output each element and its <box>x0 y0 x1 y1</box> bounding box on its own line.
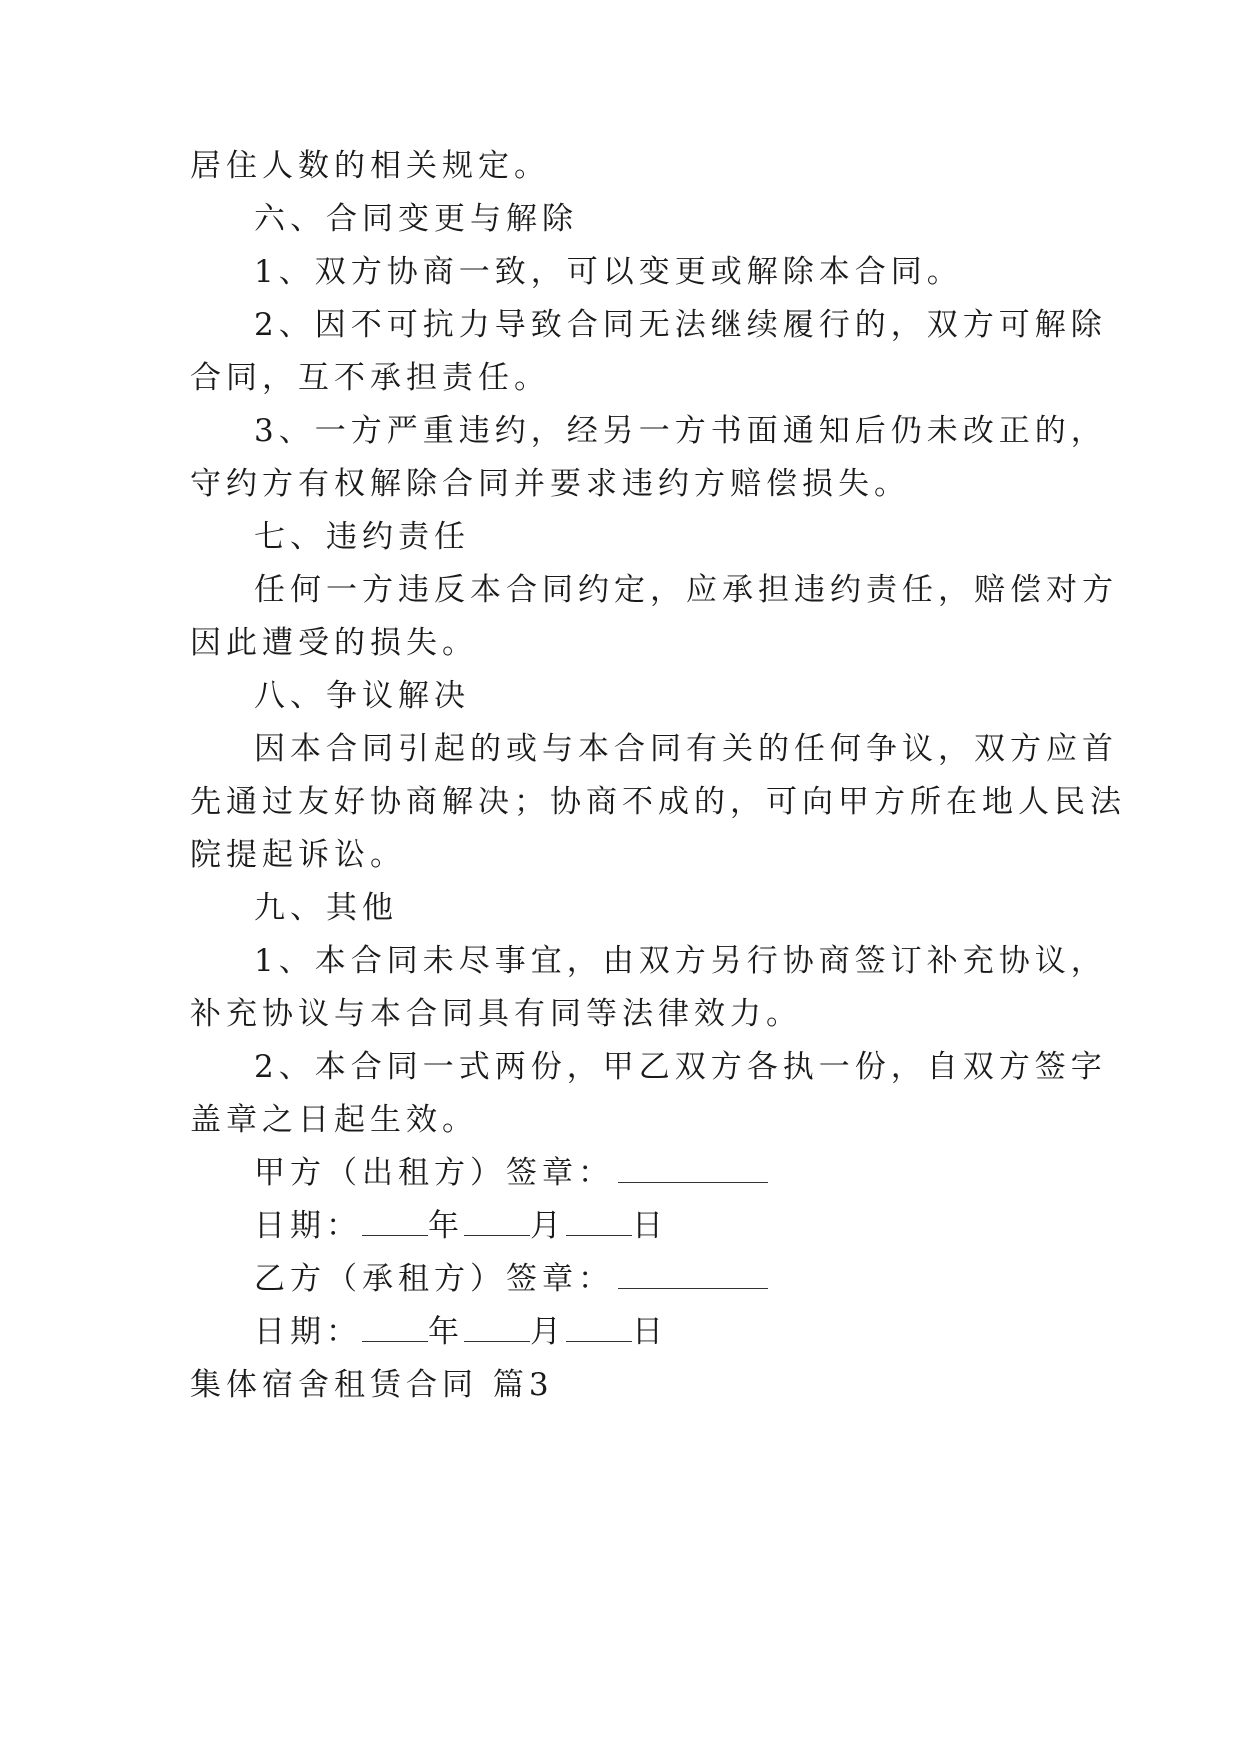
signature-blank[interactable] <box>618 1156 768 1183</box>
day-label: 日 <box>632 1314 668 1350</box>
paragraph-line: 守约方有权解除合同并要求违约方赔偿损失。 <box>190 466 910 502</box>
paragraph-line: 先通过友好协商解决；协商不成的，可向甲方所在地人民法 <box>190 784 1126 820</box>
party-a-signature <box>254 1153 768 1193</box>
party-a-date <box>254 1206 668 1246</box>
section-heading: 八、争议解决 <box>254 678 470 714</box>
paragraph-line: 3、一方严重违约，经另一方书面通知后仍未改正的， <box>254 413 1107 449</box>
month-label: 月 <box>530 1208 566 1244</box>
party-a-signature-label: 甲方（出租方）签章： <box>254 1155 614 1191</box>
section-heading: 六、合同变更与解除 <box>254 201 578 237</box>
year-label: 年 <box>428 1314 464 1350</box>
month-blank[interactable] <box>464 1209 530 1236</box>
paragraph-line: 补充协议与本合同具有同等法律效力。 <box>190 996 802 1032</box>
month-label: 月 <box>530 1314 566 1350</box>
day-label: 日 <box>632 1208 668 1244</box>
paragraph-line: 任何一方违反本合同约定，应承担违约责任，赔偿对方 <box>254 572 1118 608</box>
next-section-title: 集体宿舍租赁合同 篇3 <box>190 1367 554 1403</box>
signature-blank[interactable] <box>618 1262 768 1289</box>
paragraph-line: 1、本合同未尽事宜，由双方另行协商签订补充协议， <box>254 943 1107 979</box>
year-blank[interactable] <box>362 1315 428 1342</box>
day-blank[interactable] <box>566 1209 632 1236</box>
paragraph-line: 居住人数的相关规定。 <box>190 148 550 184</box>
party-b-date <box>254 1312 668 1352</box>
year-blank[interactable] <box>362 1209 428 1236</box>
month-blank[interactable] <box>464 1315 530 1342</box>
year-label: 年 <box>428 1208 464 1244</box>
paragraph-line: 1、双方协商一致，可以变更或解除本合同。 <box>254 254 963 290</box>
date-label: 日期： <box>254 1208 362 1244</box>
paragraph-line: 2、因不可抗力导致合同无法继续履行的，双方可解除 <box>254 307 1107 343</box>
section-heading: 七、违约责任 <box>254 519 470 555</box>
paragraph-line: 盖章之日起生效。 <box>190 1102 478 1138</box>
paragraph-line: 因本合同引起的或与本合同有关的任何争议，双方应首 <box>254 731 1118 767</box>
date-label: 日期： <box>254 1314 362 1350</box>
paragraph-line: 合同，互不承担责任。 <box>190 360 550 396</box>
paragraph-line: 院提起诉讼。 <box>190 837 406 873</box>
paragraph-line: 2、本合同一式两份，甲乙双方各执一份，自双方签字 <box>254 1049 1107 1085</box>
paragraph-line: 因此遭受的损失。 <box>190 625 478 661</box>
section-heading: 九、其他 <box>254 890 398 926</box>
party-b-signature-label: 乙方（承租方）签章： <box>254 1261 614 1297</box>
party-b-signature <box>254 1259 768 1299</box>
day-blank[interactable] <box>566 1315 632 1342</box>
